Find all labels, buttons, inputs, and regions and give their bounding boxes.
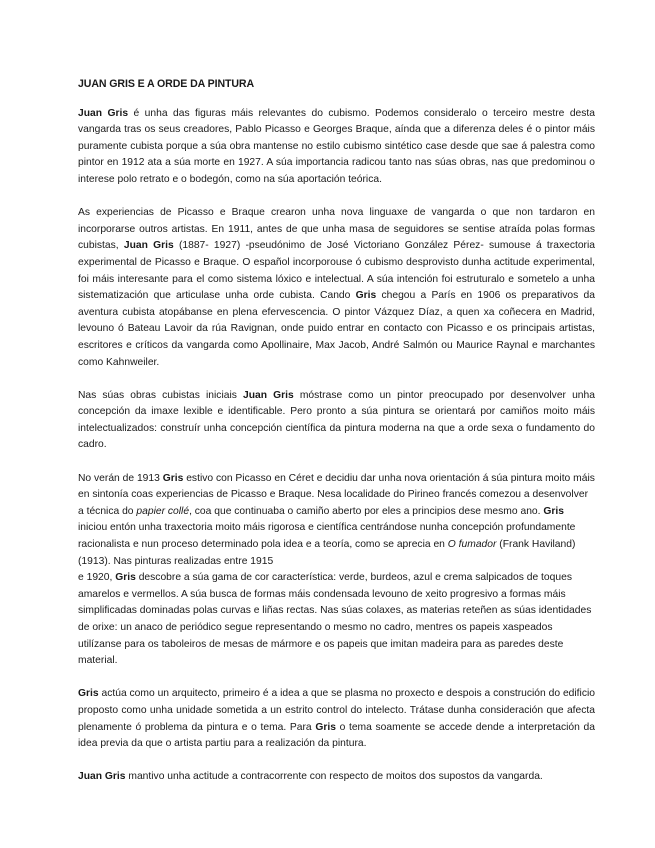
paragraph-text: descobre a súa gama de cor característica: verde, burdeos, azul e crema salpicados de toques amarelos e vermellos. A súa busca de formas máis condensada levouno de xeito progresivo a formas máis simplificadas dominadas polas curvas e liñas rectas. Nas súas colaxes, as materias reteñen as súas identidades de orixe: un anaco de periódico segue representando o mesmo no cadro, mentres os papeis xaspeados utilízanse para os taboleiros de mesas de mármore e os papeis que imitan madeira para as paredes deste material. <box>78 572 592 667</box>
paragraph-text: Nas súas obras cubistas iniciais <box>78 389 243 401</box>
paragraph-text: (Frank Haviland) (1913). Nas pinturas realizadas entre 1915 <box>78 539 576 567</box>
artwork-title: O fumador <box>447 539 497 551</box>
artist-name: Gris <box>315 721 336 733</box>
document-title: JUAN GRIS E A ORDE DA PINTURA <box>78 78 255 90</box>
paragraph-text: e 1920, <box>78 572 116 584</box>
paragraph-text: é unha das figuras máis relevantes do cubismo. Podemos consideralo o terceiro mestre desta vangarda tras os seus creadores, Pablo Picasso e Georges Braque, aínda que a diferenza deles é o pintor máis puramente cubista porque a súa obra mantense no estilo cubismo sintético case desde que sae á palestra como pintor en 1912 ata a súa morte en 1927. A súa importancia radicou tanto nas súas obras, nas que predominou o interese polo retrato e o bodegón, como na súa aportación teórica. <box>78 107 596 185</box>
artist-name: Gris <box>543 505 564 517</box>
artist-name: Juan Gris <box>78 771 126 783</box>
paragraph-1 <box>78 106 595 189</box>
artist-name: Gris <box>78 688 99 700</box>
paragraph-6 <box>78 769 595 786</box>
artist-name: Gris <box>355 290 377 302</box>
paragraph-text: iniciou entón unha traxectoria moito máis rigorosa e científica centrándose nunha concepción profundamente racionalista e nun proceso determinado pola idea e a teoría, como se aprecia en <box>78 522 576 551</box>
paragraph-text: As experiencias de Picasso e Braque crearon unha nova linguaxe de vangarda o que non tardaron en incorporarse outros artistas. En 1911, antes de que unha masa de seguidores se sentise atraída polas formas cubistas, <box>78 207 595 252</box>
artist-name: Gris <box>162 472 184 484</box>
artist-name: Gris <box>115 572 136 584</box>
paragraph-text: estivo con Picasso en Céret e decidiu dar unha nova orientación á súa pintura moito máis en sintonía coas experiencias de Picasso e Braque. Nesa localidade do Pirineo francés comezou a desenvolver a técnica do <box>78 472 595 517</box>
paragraph-2 <box>78 205 595 371</box>
artist-name: Juan Gris <box>123 240 174 252</box>
document-page <box>78 76 595 786</box>
paragraph-5 <box>78 686 595 752</box>
paragraph-text: , coa que continuaba o camiño aberto por eles a principios dese mesmo ano. <box>189 505 544 517</box>
paragraph-text: No verán de 1913 <box>78 472 163 484</box>
paragraph-text: chegou a París en 1906 os preparativos da aventura cubista atopábanse en plena efervescencia. O pintor Vázquez Díaz, a quen xa coñecera en Madrid, levouno ó Bateau Lavoir da rúa Ravignan, onde puido entrar en contacto con Picasso e os principais artistas, escritores e críticos da vangarda como Apollinaire, Max Jacob, André Salmón ou Maurice Raynal e marchantes como Kahnweiler. <box>78 290 595 368</box>
artist-name: Juan Gris <box>243 389 294 401</box>
paragraph-text: (1887- 1927) -pseudónimo de José Victoriano González Pérez- sumouse á traxectoria experimental de Picasso e Braque. O español incorporouse ó cubismo desprovisto dunha actitude experimental, foi máis interesante para el como sistema lóxico e intelectual. A súa intención foi estruturalo e sometelo a unha sistematización que articulase unha orde cubista. Cando <box>78 240 595 302</box>
technique-term: papier collé <box>136 505 190 517</box>
paragraph-text: móstrase como un pintor preocupado por desenvolver unha concepción da imaxe lexible e identificable. Pero pronto a súa pintura se orientará por camiños moito máis intelectualizados: construír unha concepción científica da pintura moderna na que a orde sexa o fundamento do cadro. <box>78 389 595 451</box>
paragraph-text: mantivo unha actitude a contracorrente con respecto de moitos dos supostos da vangarda. <box>125 771 543 783</box>
paragraph-text: o tema soamente se accede dende a interpretación da idea previa da que o artista partiu para a realización da pintura. <box>78 721 595 750</box>
paragraph-4 <box>78 471 595 670</box>
paragraph-3 <box>78 388 595 454</box>
paragraph-text: actúa como un arquitecto, primeiro é a idea a que se plasma no proxecto e despois a construción do edificio proposto como unha unidade sometida a un estrito control do intelecto. Trátase dunha consideración que afecta plenamente ó problema da pintura e o tema. Para <box>78 688 595 733</box>
artist-name: Juan Gris <box>78 107 129 119</box>
